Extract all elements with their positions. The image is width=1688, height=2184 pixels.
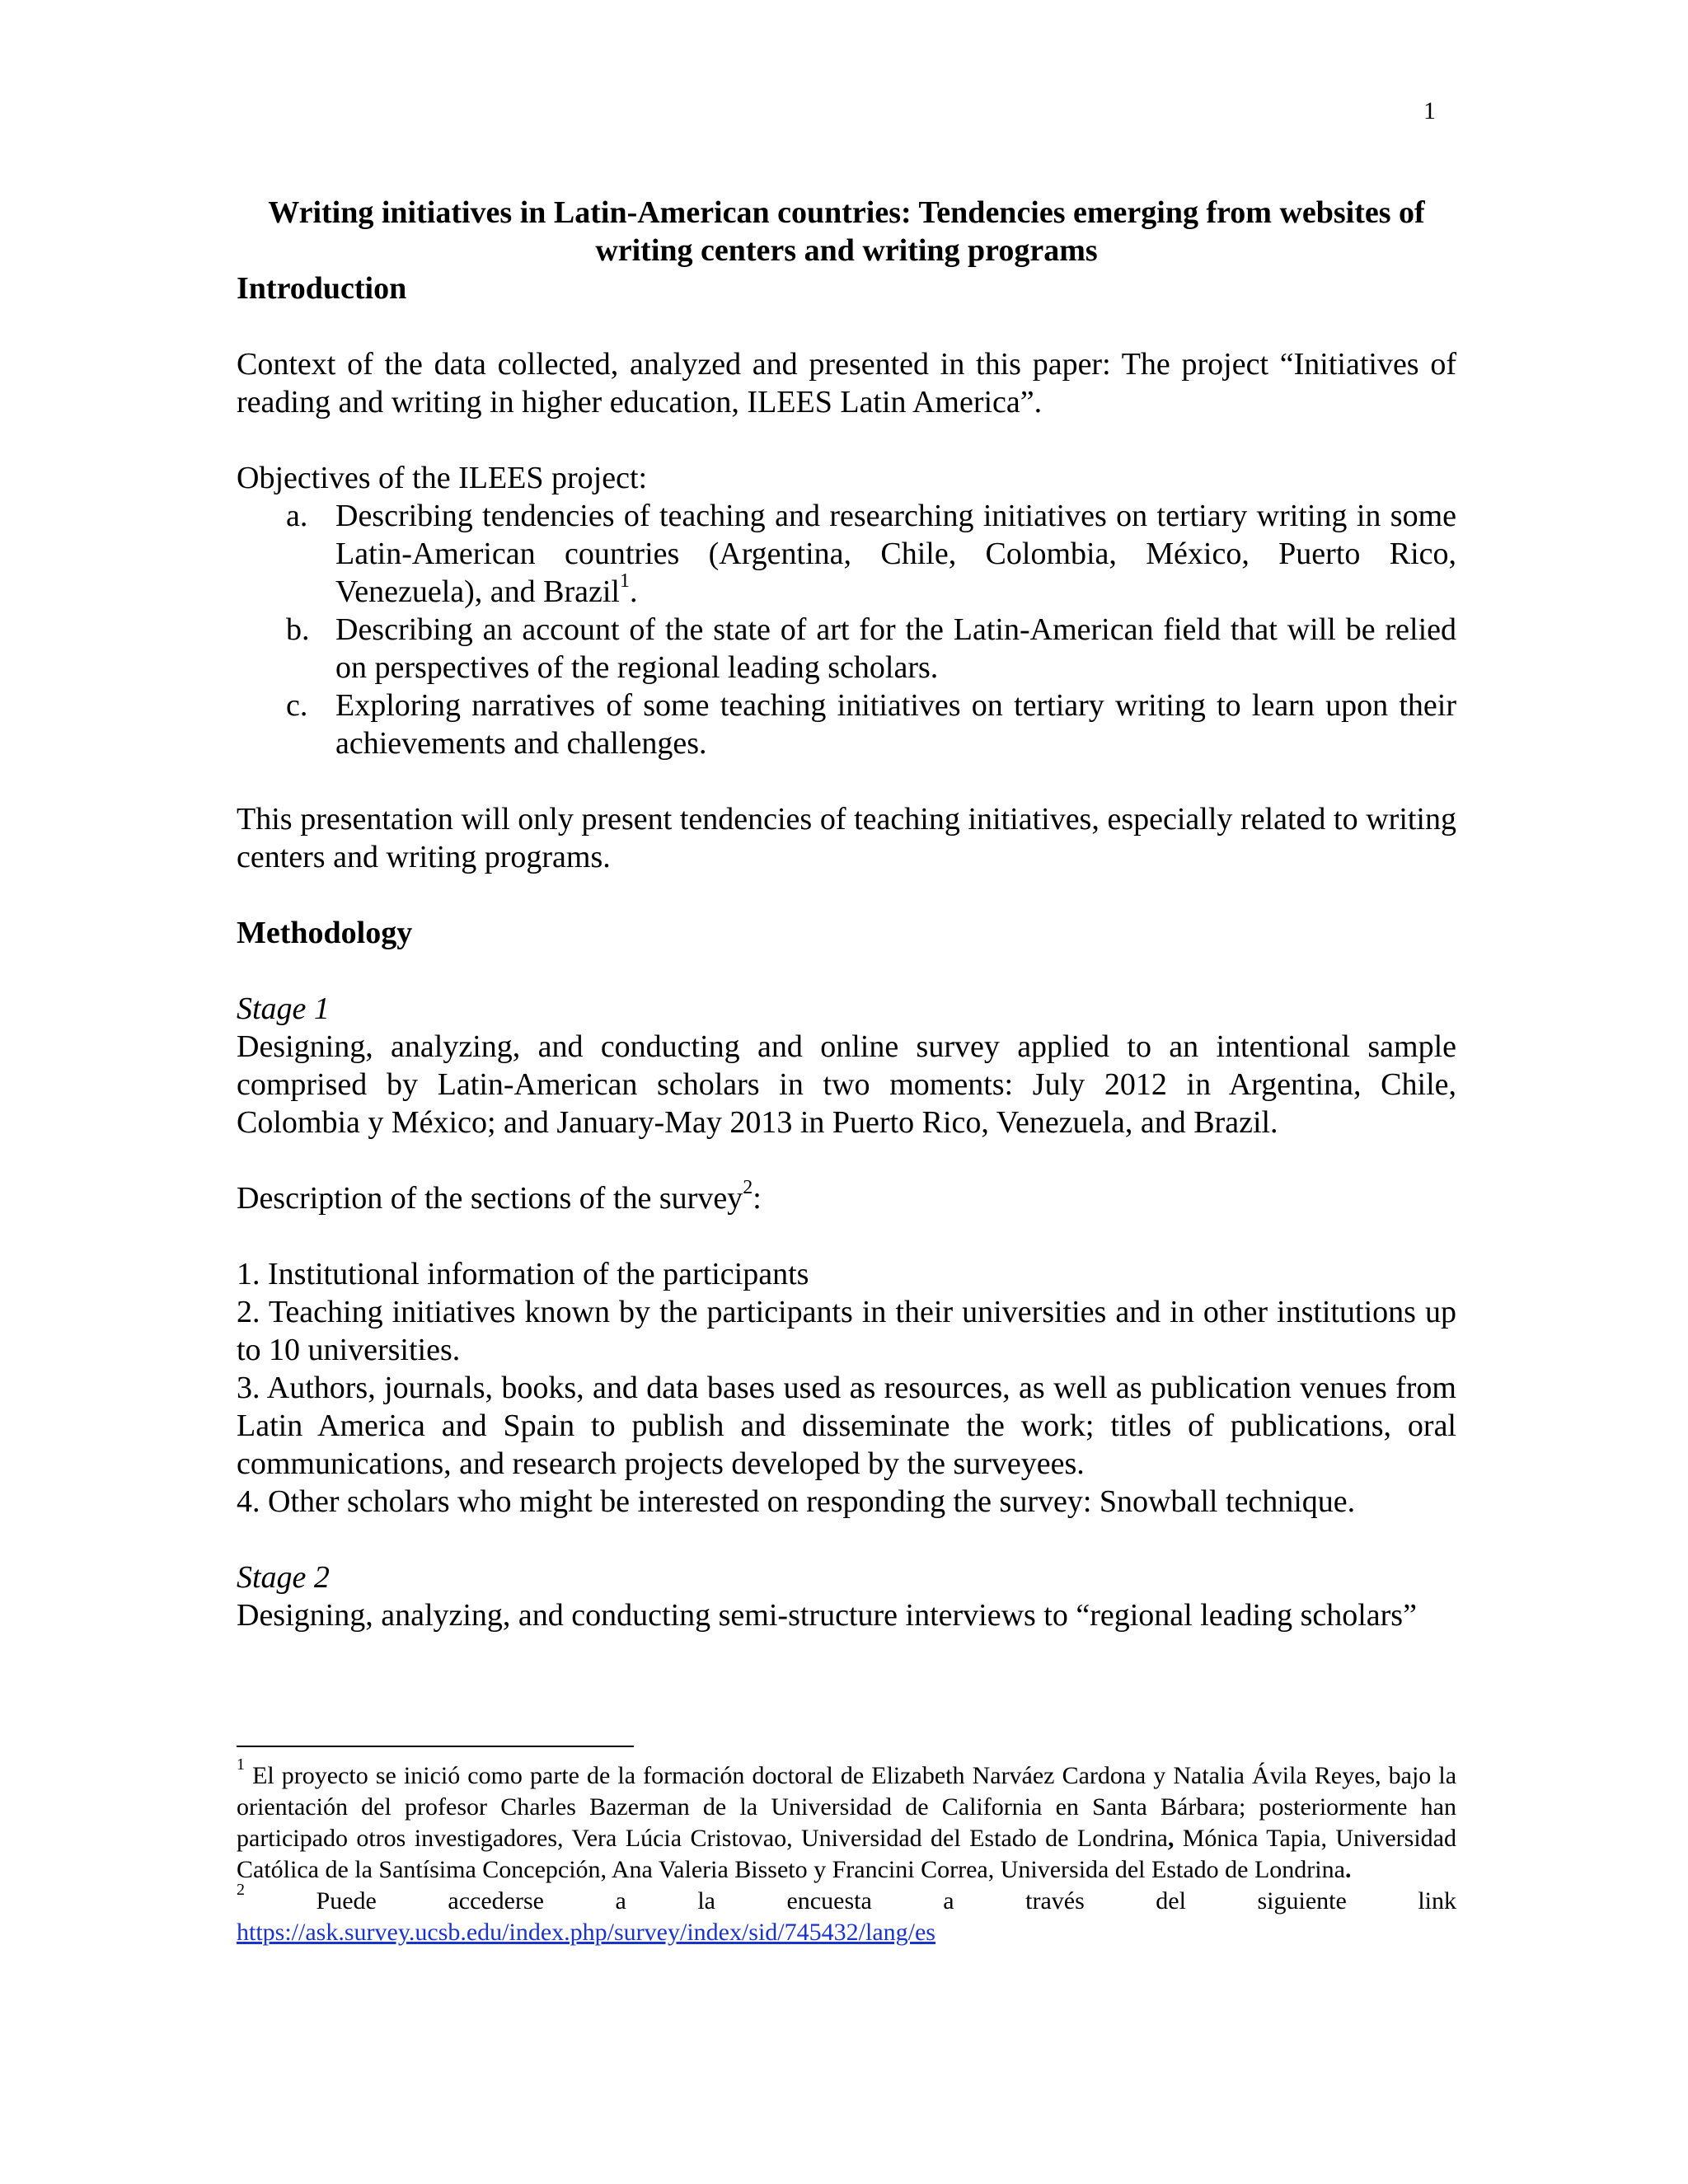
stage-2-text: Designing, analyzing, and conducting semi-structure interviews to “regional leading scholars” <box>237 1598 1417 1633</box>
objective-marker: b. <box>286 612 310 647</box>
footnote-1-marker: 1 <box>237 1755 245 1774</box>
footnote-ref-1[interactable]: 1 <box>620 570 630 593</box>
footnote-1: $^1$ El proyecto se inició como parte de la formación doctoral de Elizabeth Narváez Cardona y Natalia Ávila Reyes, bajo la orientación del profesor Charles Bazerman de la Universidad de California en Santa Bárbara; posteriormente han participado otros investigadores, Vera Lúcia Cristovao, Universidad del Estado de Londrina, Mónica Tapia, Universidad Católica de la Santísima Concepción, Ana Valeria Bisseto y Francini Correa, Universida del Estado de Londrina. <box>237 1755 1457 1883</box>
page-number: 1 <box>1423 97 1436 124</box>
presentation-note: This presentation will only present tendencies of teaching initiatives, especially related to writing centers and writing programs. <box>237 802 1456 874</box>
methodology-heading: Methodology <box>237 916 413 950</box>
survey-link[interactable]: https://ask.survey.ucsb.edu/index.php/survey/index/sid/745432/lang/es <box>237 1919 935 1946</box>
main-content <box>237 194 1456 1634</box>
footnotes <box>237 1746 1456 1948</box>
objective-item <box>237 687 1456 762</box>
stage-2-label: Stage 2 <box>237 1560 330 1595</box>
footnote-ref-2[interactable]: 2 <box>743 1177 753 1199</box>
stage-1-text: Designing, analyzing, and conducting and online survey applied to an intentional sample comprised by Latin-American scholars in two moments: July 2012 in Argentina, Chile, Colombia y México; and January-May 2013 in Puerto Rico, Venezuela, and Brazil. <box>237 1029 1456 1140</box>
paper-title: Writing initiatives in Latin-American countries: Tendencies emerging from websites of writing centers and writing programs <box>268 195 1425 268</box>
objective-marker: c. <box>286 688 308 723</box>
survey-section-item: 3. Authors, journals, books, and data bases used as resources, as well as publication venues from Latin America and Spain to publish and disseminate the work; titles of publications, oral communications, and research projects developed by the surveyees. <box>237 1371 1456 1481</box>
stage-1-label: Stage 1 <box>237 991 330 1026</box>
footnote-divider <box>237 1746 634 1747</box>
introduction-heading: Introduction <box>237 271 407 306</box>
objectives-list <box>237 497 1456 762</box>
survey-section-item: 4. Other scholars who might be interested on responding the survey: Snowball technique. <box>237 1484 1356 1519</box>
footnote-2: $^2$ Puede accederse a la encuesta a través del siguiente link <box>237 1881 1456 1915</box>
survey-section-item: 2. Teaching initiatives known by the participants in their universities and in other institutions up to 10 universities. <box>237 1295 1456 1367</box>
survey-section-item: 1. Institutional information of the participants <box>237 1257 809 1291</box>
objective-marker: a. <box>286 499 308 533</box>
objective-item <box>237 611 1456 687</box>
objective-text: Describing tendencies of teaching and researching initiatives on tertiary writing in some Latin-American countries (Argentina, Chile, Colombia, México, Puerto Rico, Venezuela), and Brazil <box>335 499 1456 609</box>
footnote-2-marker: 2 <box>237 1881 245 1899</box>
objective-text: Exploring narratives of some teaching initiatives on tertiary writing to learn upon their achievements and challenges. <box>335 688 1456 761</box>
objective-text: Describing an account of the state of art for the Latin-American field that will be relied on perspectives of the regional leading scholars. <box>335 612 1456 685</box>
footnote-2-link-line <box>237 1917 1456 1948</box>
context-paragraph: Context of the data collected, analyzed and presented in this paper: The project “Initiatives of reading and writing in higher education, ILEES Latin America”. <box>237 347 1456 419</box>
objective-item: a. Describing tendencies of teaching and researching initiatives on tertiary writing in some Latin-American countries (Argentina, Chile, Colombia, México, Puerto Rico, Venezuela), and Brazil$^1$. <box>286 499 1456 609</box>
survey-sections-intro: Description of the sections of the survey$^2$: <box>237 1177 762 1216</box>
objectives-intro: Objectives of the ILEES project: <box>237 461 648 495</box>
